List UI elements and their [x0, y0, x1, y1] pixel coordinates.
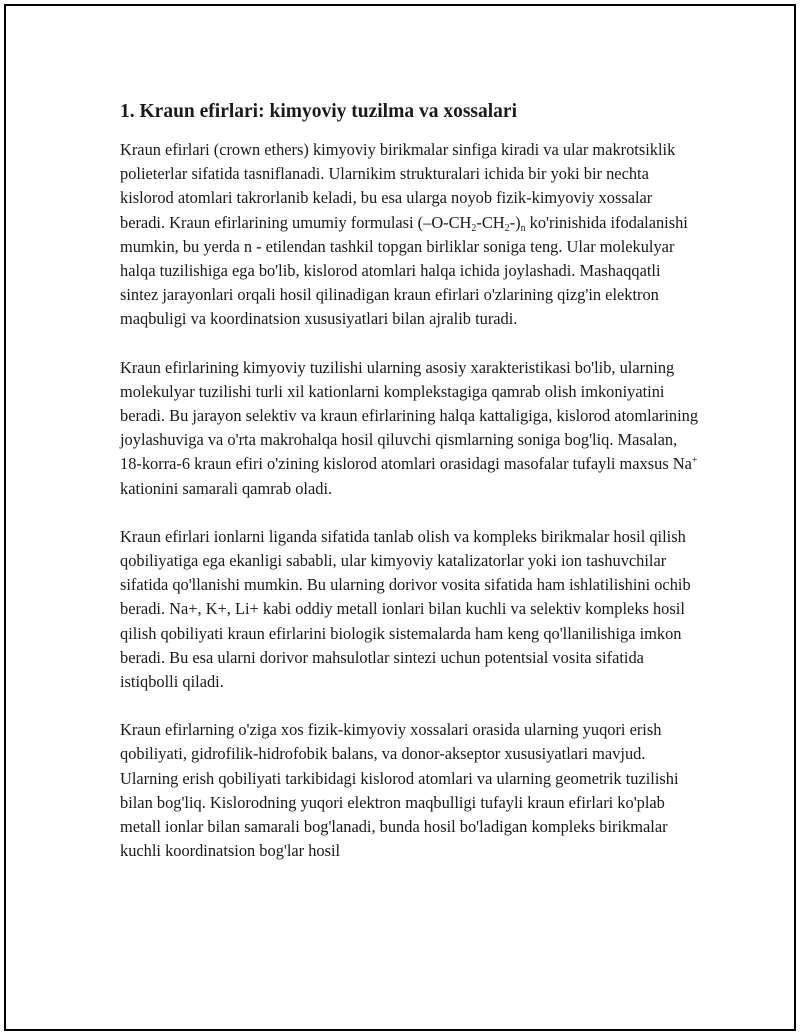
page-frame: [4, 4, 796, 1031]
paragraph-2-text-a: Kraun efirlarining kimyoviy tuzilishi ularning asosiy xarakteristikasi bo'lib, ularning molekulyar tuzilishi turli xil kationlarni komplekstagiga qamrab olish imkoniyatini beradi. Bu jarayon selektiv va kraun efirlarining halqa kattaligiga, kislorod atomlarining joylashuviga va o'rta makrohalqa hosil qiluvchi qismlarning soniga bog'liq. Masalan, 18-korra-6 kraun efiri o'zining kislorod atomlari orasidagi masofalar tufayli maxsus Na: [120, 357, 699, 474]
paragraph-2: [120, 356, 700, 501]
document-body: [120, 98, 700, 887]
paragraph-1-text-d: ko'rinishida ifodalanishi mumkin, bu yerda n - etilendan tashkil topgan birliklar soniga teng. Ular molekulyar halqa tuzilishiga ega bo'lib, kislorod atomlari halqa ichida joylashadi. Mashaqqatli sintez jarayonlari orqali hosil qilinadigan kraun efirlari o'zlarining qizg'in elektron maqbuligi va koordinatsion xususiyatlari bilan ajralib turadi.: [120, 212, 688, 329]
paragraph-2-text-b: kationini samarali qamrab oladi.: [120, 478, 333, 498]
paragraph-1-text-a: Kraun efirlari (crown ethers) kimyoviy birikmalar sinfiga kiradi va ular makrotsiklik polieterlar sifatida tasniflanadi. Ularnikim strukturalari ichida bir yoki bir nechta kislorod atomlari takrorlanib keladi, bu esa ularga noyob fizik-kimyoviy xossalar beradi. Kraun efirlarining umumiy formulasi (–O-CH: [120, 140, 676, 232]
paragraph-1-text-b: -CH: [476, 212, 505, 232]
paragraph-1: [120, 138, 700, 332]
paragraph-4: Kraun efirlarning o'ziga xos fizik-kimyoviy xossalari orasida ularning yuqori erish qobiliyati, gidrofilik-hidrofobik balans, va donor-akseptor xususiyatlari mavjud. Ularning erish qobiliyati tarkibidagi kislorod atomlari va ularning geometrik tuzilishi bilan bog'liq. Kislorodning yuqori elektron maqbulligi tufayli kraun efirlari ko'plab metall ionlar bilan samarali bog'lanadi, bunda hosil bo'ladigan kompleks birikmalar kuchli koordinatsion bog'lar hosil: [120, 720, 679, 861]
section-heading: 1. Kraun efirlari: kimyoviy tuzilma va xossalari: [120, 101, 518, 122]
paragraph-3: Kraun efirlari ionlarni liganda sifatida tanlab olish va kompleks birikmalar hosil qilish qobiliyatiga ega ekanligi sababli, ular kimyoviy katalizatorlar yoki ion tashuvchilar sifatida qo'llanishi mumkin. Bu ularning dorivor vosita sifatida ham ishlatilishini ochib beradi. Na+, K+, Li+ kabi oddiy metall ionlari bilan kuchli va selektiv kompleks hosil qilish qobiliyati kraun efirlarini biologik sistemalarda ham keng qo'llanilishiga imkon beradi. Bu esa ularni dorivor mahsulotlar sintezi uchun potentsial vosita sifatida istiqbolli qiladi.: [120, 526, 691, 692]
superscript-plus: +: [691, 455, 698, 467]
subscript-n: n: [520, 222, 526, 234]
subscript-2a: 2: [471, 222, 477, 234]
paragraph-1-text-c: -): [509, 212, 521, 232]
subscript-2b: 2: [504, 222, 510, 234]
